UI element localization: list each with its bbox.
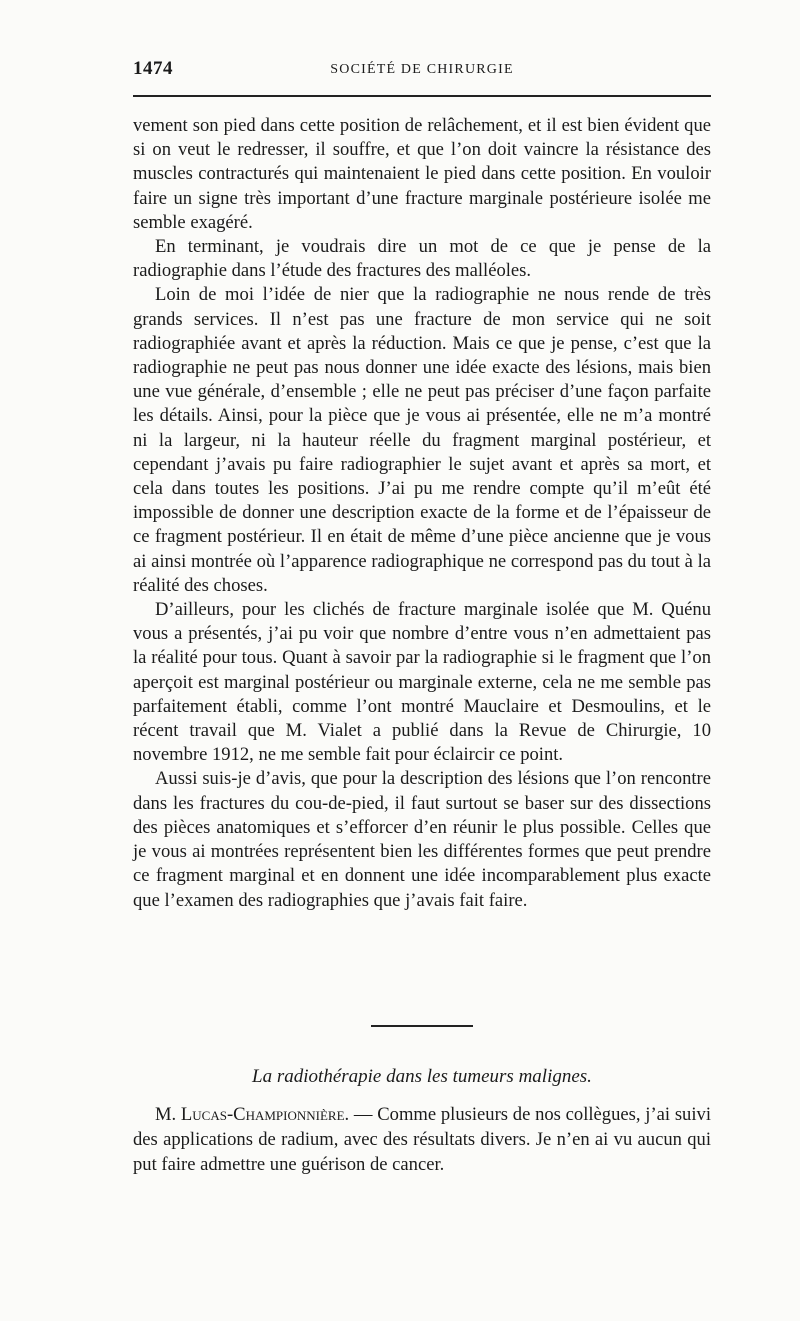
speaker-name: M. Lucas-Championnière. (155, 1104, 350, 1125)
running-title: SOCIÉTÉ DE CHIRURGIE (330, 62, 514, 77)
section-heading: La radiothérapie dans les tumeurs malignes. (252, 1066, 592, 1087)
section-paragraph-text: — Comme plusieurs de nos collègues, j’ai suivi des applications de radium, avec des résultats divers. Je n’en ai vu aucun qui put faire admettre une guérison de cancer. (133, 1104, 711, 1175)
paragraph: En terminant, je voudrais dire un mot de ce que je pense de la radiographie dans l’étude des fractures des malléoles. (133, 236, 711, 282)
body-text (133, 114, 711, 913)
page-number: 1474 (133, 58, 173, 79)
section-paragraph (133, 1102, 711, 1177)
paragraph: vement son pied dans cette position de relâchement, et il est bien évident que si on veut le redresser, il souffre, et que l’on doit vaincre la résistance des muscles contracturés qui maintenaient le pied dans cette position. En vouloir faire un signe très important d’une fracture marginale postérieure isolée me semble exagéré. (133, 115, 711, 233)
paragraph: Loin de moi l’idée de nier que la radiographie ne nous rende de très grands services. Il n’est pas une fracture de mon service qui ne soit radiographiée avant et après la réduction. Mais ce que je pense, c’est que la radiographie ne peut pas nous donner une idée exacte des lésions, mais bien une vue générale, d’ensemble ; elle ne peut pas préciser d’une façon parfaite les détails. Ainsi, pour la pièce que je vous ai présentée, elle ne m’a montré ni la largeur, ni la hauteur réelle du fragment marginal postérieur, et cependant j’avais pu faire radiographier le sujet avant et après sa mort, et cela dans toutes les positions. J’ai pu me rendre compte qu’il m’eût été impossible de donner une description exacte de la forme et de l’épaisseur de ce fragment postérieur. Il en était de même d’une pièce ancienne que je vous ai ainsi montrée où l’apparence radiographique ne correspond pas du tout à la réalité des choses. (133, 284, 711, 596)
paragraph: D’ailleurs, pour les clichés de fracture marginale isolée que M. Quénu vous a présentés, j’ai pu voir que nombre d’entre vous n’en admettaient pas la réalité pour tous. Quant à savoir par la radiographie si le fragment que l’on aperçoit est marginal postérieur ou marginale externe, cela ne me semble pas parfaitement établi, comme l’ont montré Mauclaire et Desmoulins, et le récent travail que M. Vialet a publié dans la Revue de Chirurgie, 10 novembre 1912, ne me semble fait pour éclaircir ce point. (133, 599, 711, 766)
running-header (133, 58, 711, 82)
header-rule (133, 95, 711, 97)
section-divider (371, 1025, 473, 1027)
paragraph: Aussi suis-je d’avis, que pour la description des lésions que l’on rencontre dans les fractures du cou-de-pied, il faut surtout se baser sur des dissections des pièces anatomiques et s’efforcer d’en réunir le plus possible. Celles que je vous ai montrées représentent bien les différentes formes que peut prendre ce fragment marginal et en donnent une idée incomparablement plus exacte que l’examen des radiographies que j’avais fait faire. (133, 768, 711, 911)
